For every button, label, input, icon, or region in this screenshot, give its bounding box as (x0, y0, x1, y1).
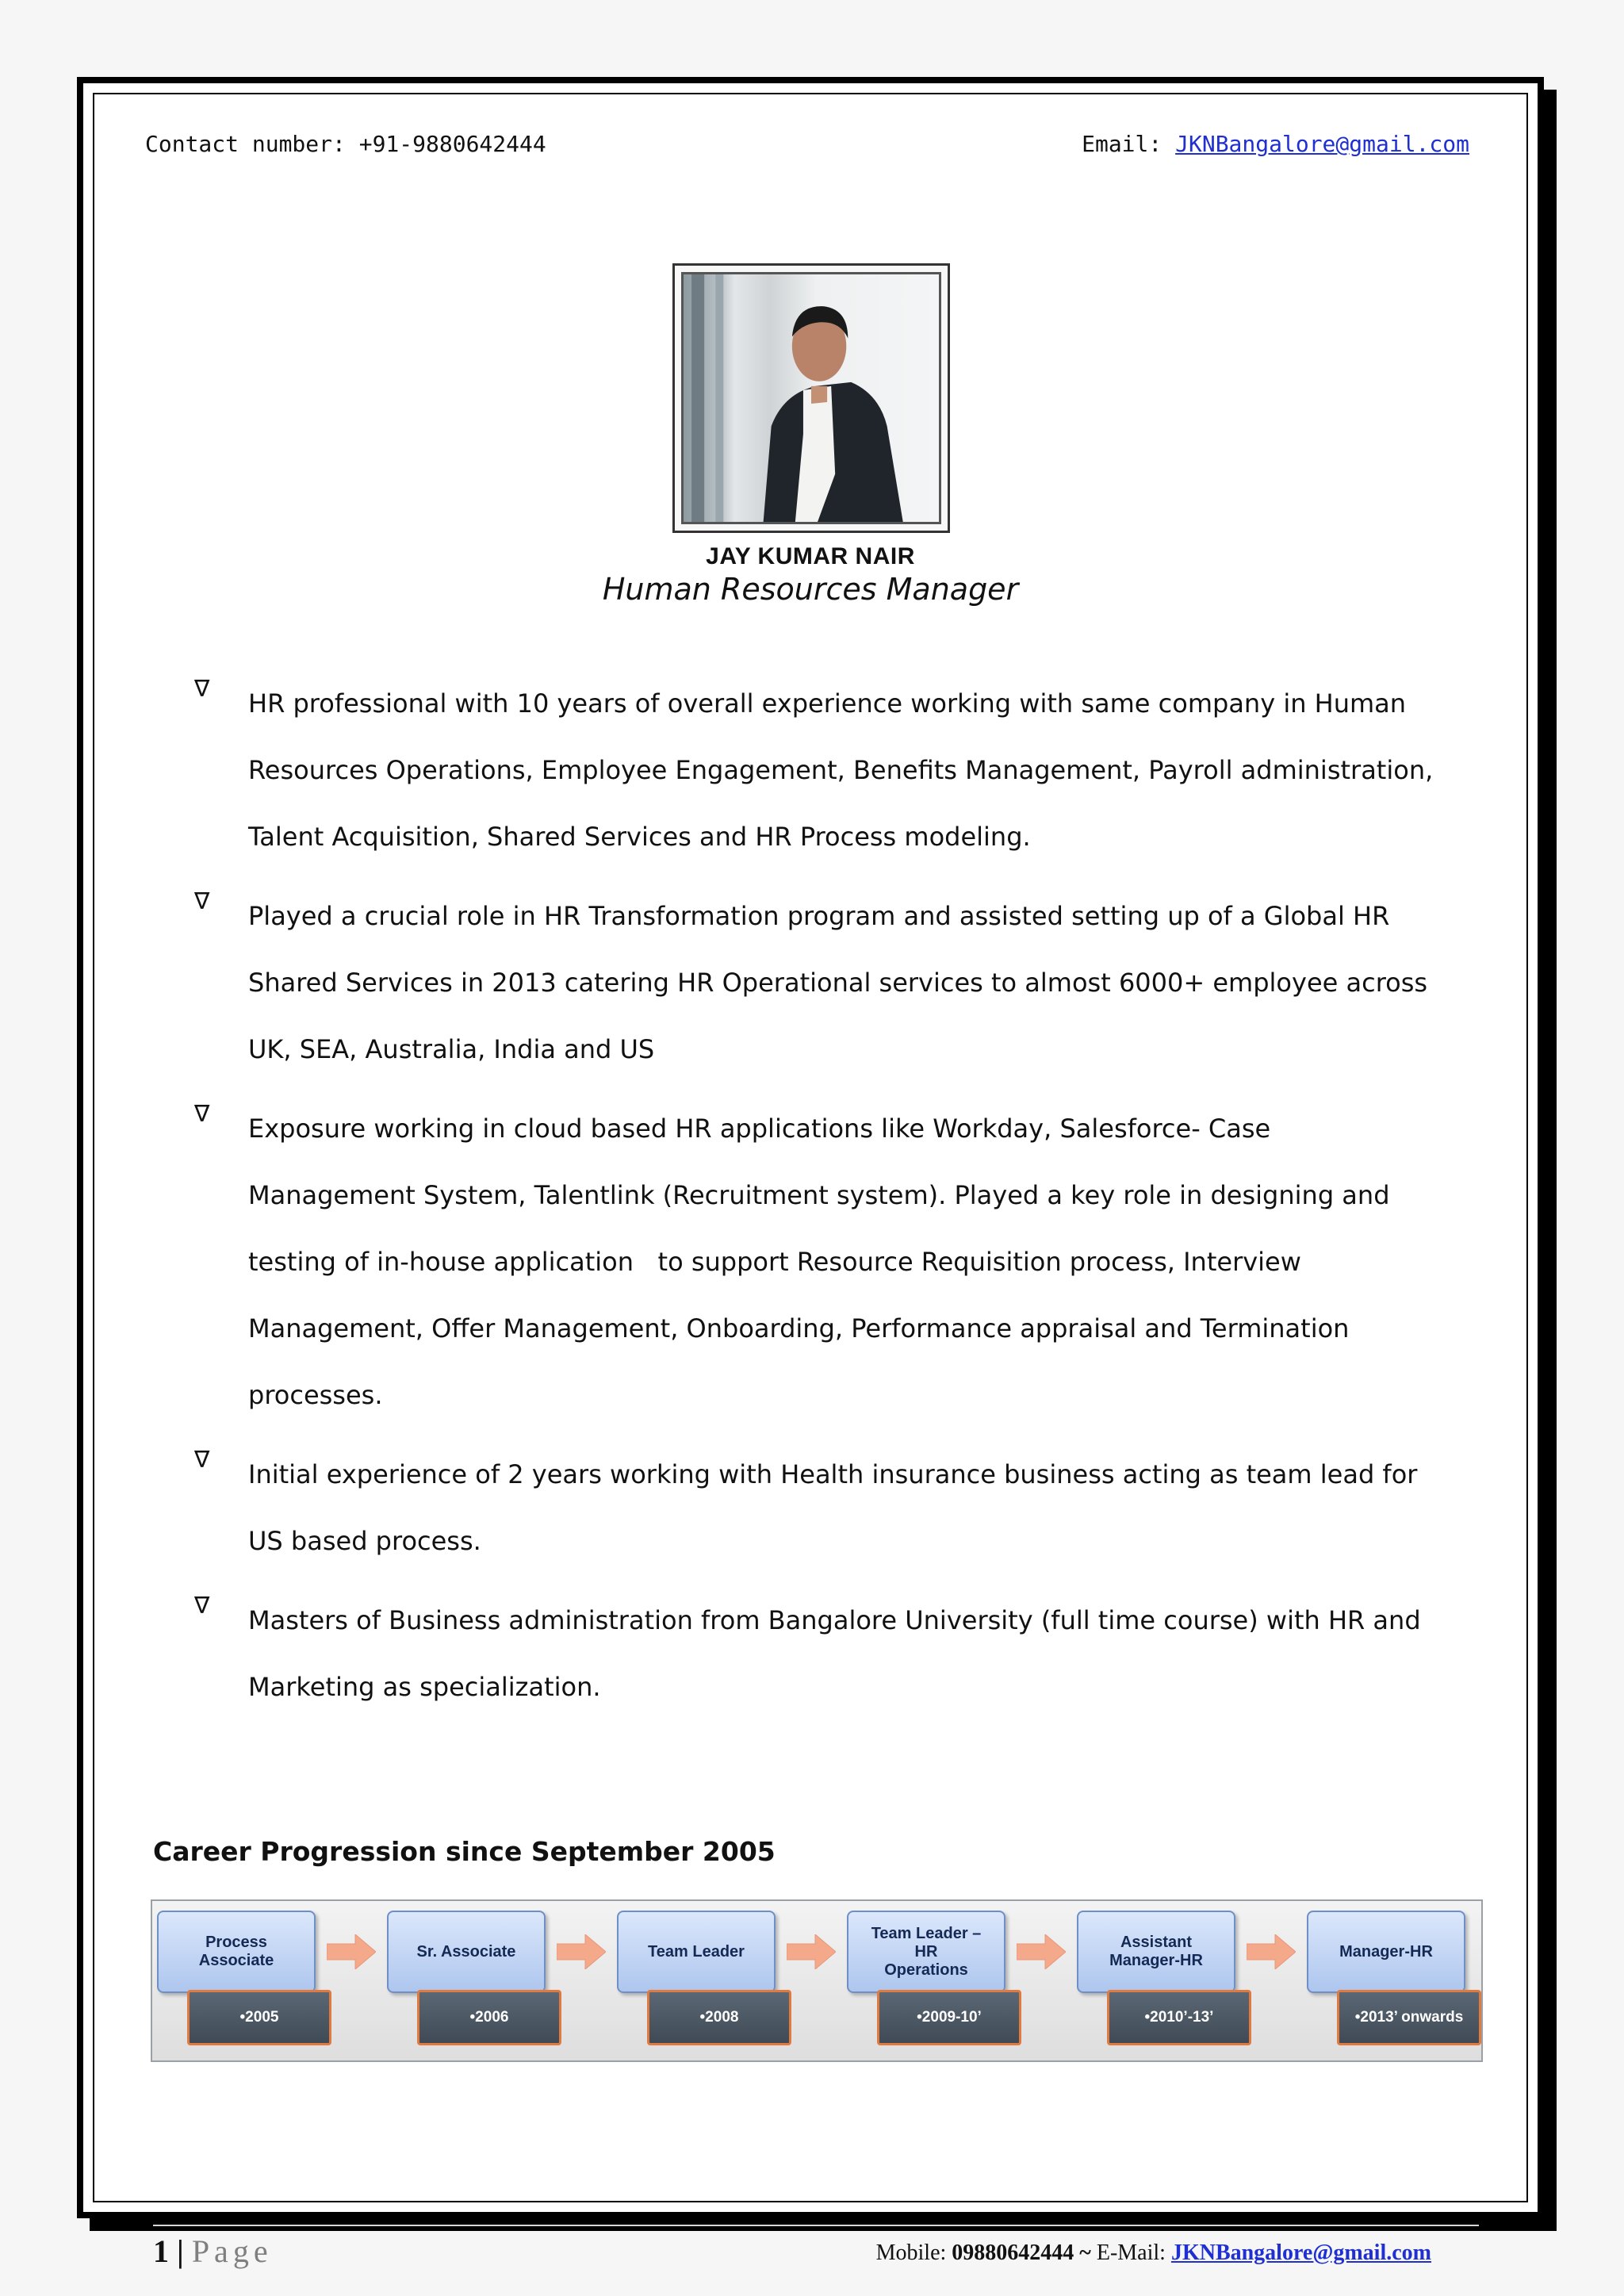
footer-mobile-label: Mobile: (875, 2240, 947, 2265)
profile-header (83, 543, 1538, 607)
career-role (847, 1911, 1005, 1993)
bullet-icon: ∇ (194, 1100, 210, 1127)
summary-item (194, 1441, 1558, 1574)
footer-email-link[interactable]: JKNBangalore@gmail.com (1170, 2240, 1431, 2265)
career-role-label: Manager-HR (1339, 1942, 1433, 1961)
summary-line: Initial experience of 2 years working with Health insurance business acting as team lead for (248, 1459, 1418, 1489)
career-year: •2008 (647, 1990, 791, 2045)
career-step (617, 1911, 776, 2057)
career-year: •2013’ onwards (1337, 1990, 1481, 2045)
arrow-right-icon (1247, 1934, 1296, 1969)
header-email-label: Email: (1082, 131, 1162, 157)
candidate-title: Human Resources Manager (602, 572, 1019, 607)
summary-line: Exposure working in cloud based HR applications like Workday, Salesforce- Case (248, 1114, 1271, 1144)
career-role-label: Sr. Associate (416, 1942, 516, 1961)
summary-line: Resources Operations, Employee Engagement, Benefits Management, Payroll administration, (248, 755, 1434, 785)
summary-line: Masters of Business administration from Bangalore University (full time course) with HR and (248, 1605, 1421, 1635)
career-year: •2010’-13’ (1107, 1990, 1251, 2045)
summary-line: Management, Offer Management, Onboarding, Performance appraisal and Termination (248, 1313, 1350, 1343)
summary-item (194, 1587, 1558, 1720)
career-step (1307, 1911, 1465, 2057)
summary-item (194, 1095, 1558, 1428)
career-role (617, 1911, 776, 1993)
page-separator: | (177, 2233, 184, 2269)
contact-number: Contact number: +91-9880642444 (145, 131, 546, 157)
contact-header (145, 131, 1469, 159)
summary-line: Management System, Talentlink (Recruitment system). Played a key role in designing and (248, 1180, 1390, 1210)
summary-line: Shared Services in 2013 catering HR Operational services to almost 6000+ employee across (248, 968, 1428, 998)
bullet-icon: ∇ (194, 887, 210, 914)
summary-item (194, 883, 1558, 1083)
career-timeline (151, 1899, 1483, 2062)
career-year: •2005 (187, 1990, 331, 2045)
profile-photo-image (681, 272, 941, 524)
footer-mobile: 09880642444 (952, 2240, 1074, 2265)
candidate-name: JAY KUMAR NAIR (706, 543, 915, 569)
bullet-icon: ∇ (194, 1592, 210, 1619)
header-email-link[interactable]: JKNBangalore@gmail.com (1175, 131, 1469, 157)
footer-email-label: E-Mail: (1096, 2240, 1166, 2265)
career-role (387, 1911, 546, 1993)
summary-line: UK, SEA, Australia, India and US (248, 1034, 655, 1064)
page-footer (153, 2233, 1479, 2280)
arrow-right-icon (327, 1934, 376, 1969)
career-role-label: Team Leader – HR Operations (871, 1924, 982, 1979)
summary-line: Marketing as specialization. (248, 1672, 601, 1702)
career-step (157, 1911, 316, 2057)
bullet-icon: ∇ (194, 675, 210, 702)
footer-tilde: ~ (1079, 2240, 1091, 2265)
arrow-right-icon (1017, 1934, 1066, 1969)
summary-line: HR professional with 10 years of overall experience working with same company in Human (248, 688, 1407, 719)
career-role-label: Process Associate (198, 1934, 274, 1969)
footer-contact (876, 2240, 1431, 2266)
summary-line: Played a crucial role in HR Transformation program and assisted setting up of a Global HR (248, 901, 1390, 931)
summary-item (194, 670, 1558, 870)
career-role (1307, 1911, 1465, 1993)
career-role-label: Team Leader (648, 1942, 745, 1961)
summary-line: Talent Acquisition, Shared Services and HR Process modeling. (248, 822, 1031, 852)
arrow-right-icon (557, 1934, 606, 1969)
page-number-block (153, 2233, 273, 2270)
career-step (847, 1911, 1005, 2057)
career-role-label: Assistant Manager-HR (1109, 1934, 1203, 1969)
summary-list (194, 670, 1558, 1733)
arrow-right-icon (787, 1934, 836, 1969)
career-year: •2009-10’ (877, 1990, 1021, 2045)
header-email (1082, 131, 1469, 157)
resume-page (77, 77, 1544, 2269)
summary-line: US based process. (248, 1526, 481, 1556)
profile-photo (672, 263, 950, 533)
career-step (387, 1911, 546, 2057)
page-label: Page (191, 2233, 273, 2269)
career-year: •2006 (417, 1990, 561, 2045)
summary-line: processes. (248, 1380, 383, 1410)
person-illustration (684, 274, 939, 522)
bullet-icon: ∇ (194, 1446, 210, 1473)
career-step (1077, 1911, 1235, 2057)
summary-line: testing of in-house application to support Resource Requisition process, Interview (248, 1247, 1301, 1277)
page-number: 1 (153, 2233, 169, 2269)
career-heading: Career Progression since September 2005 (153, 1836, 776, 1867)
career-role (1077, 1911, 1235, 1993)
career-role (157, 1911, 316, 1993)
footer-divider (153, 2225, 1479, 2226)
